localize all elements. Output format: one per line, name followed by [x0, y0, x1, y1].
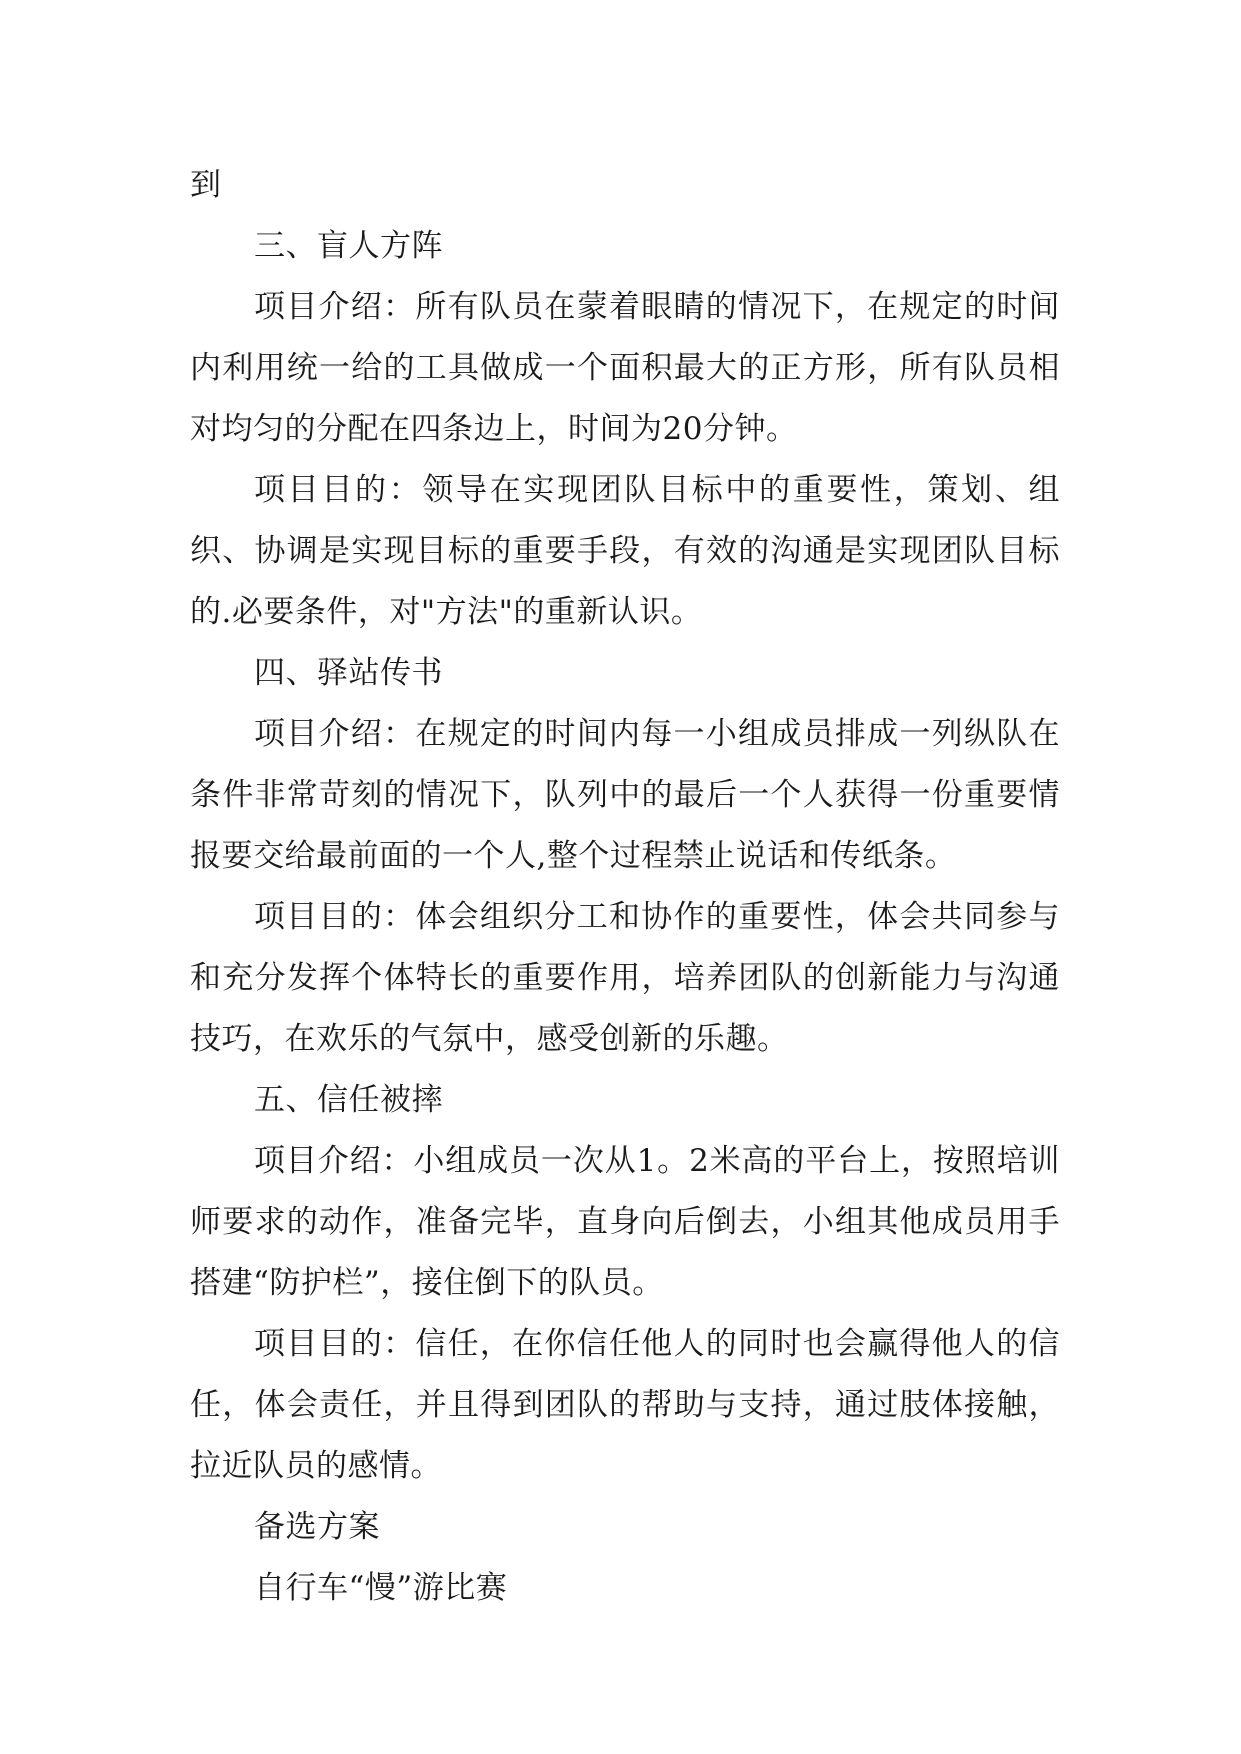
paragraph-intro-relay-message: 项目介绍：在规定的时间内每一小组成员排成一列纵队在条件非常苛刻的情况下，队列中的最后一个人获得一份重要情报要交给最前面的一个人,整个过程禁止说话和传纸条。 [190, 716, 1060, 874]
document-body [190, 155, 1060, 1619]
section-heading-relay-message: 四、驿站传书 [254, 655, 443, 691]
section-heading-alternatives: 备选方案 [254, 1509, 380, 1545]
paragraph-intro-blind-square: 项目介绍：所有队员在蒙着眼睛的情况下，在规定的时间内利用统一给的工具做成一个面积最大的正方形，所有队员相对均匀的分配在四条边上，时间为20分钟。 [190, 289, 1060, 447]
paragraph-intro-trust-fall: 项目介绍：小组成员一次从1。2米高的平台上，按照培训师要求的动作，准备完毕，直身向后倒去，小组其他成员用手搭建“防护栏”，接住倒下的队员。 [190, 1143, 1060, 1301]
paragraph-continuation: 到 [190, 167, 222, 203]
section-heading-blind-square: 三、盲人方阵 [254, 228, 443, 264]
paragraph-purpose-trust-fall: 项目目的：信任，在你信任他人的同时也会赢得他人的信任，体会责任，并且得到团队的帮助与支持，通过肢体接触，拉近队员的感情。 [190, 1326, 1060, 1484]
paragraph-purpose-blind-square: 项目目的：领导在实现团队目标中的重要性，策划、组织、协调是实现目标的重要手段，有效的沟通是实现团队目标的.必要条件，对"方法"的重新认识。 [190, 472, 1060, 630]
section-heading-trust-fall: 五、信任被摔 [254, 1082, 443, 1118]
paragraph-purpose-relay-message: 项目目的：体会组织分工和协作的重要性，体会共同参与和充分发挥个体特长的重要作用，培养团队的创新能力与沟通技巧，在欢乐的气氛中，感受创新的乐趣。 [190, 899, 1060, 1057]
section-heading-slow-bike-race: 自行车“慢”游比赛 [254, 1570, 508, 1606]
